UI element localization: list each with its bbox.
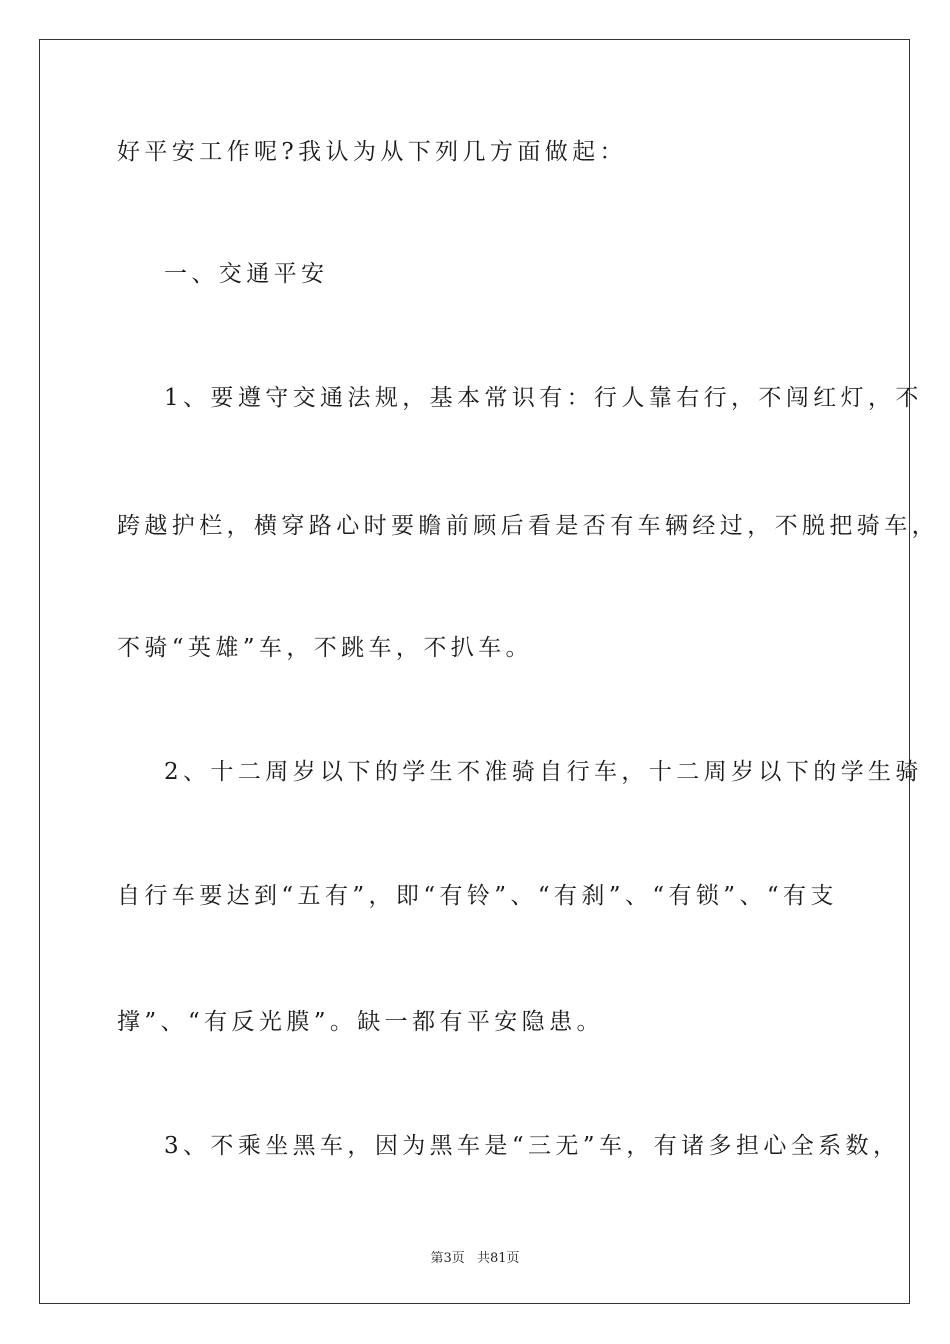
body-text-line: 不骑“英雄”车，不跳车，不扒车。 bbox=[117, 635, 533, 661]
body-text-line: 2、十二周岁以下的学生不准骑自行车，十二周岁以下的学生骑 bbox=[164, 759, 923, 785]
body-text-line: 自行车要达到“五有”，即“有铃”、“有刹”、“有锁”、“有支 bbox=[117, 883, 838, 909]
total-pages: 共81页 bbox=[476, 1251, 520, 1266]
body-text-line: 3、不乘坐黑车，因为黑车是“三无”车，有诸多担心全系数， bbox=[164, 1133, 901, 1159]
body-text-line: 跨越护栏，横穿路心时要瞻前顾后看是否有车辆经过，不脱把骑车， bbox=[117, 513, 939, 539]
section-heading: 一、交通平安 bbox=[164, 261, 329, 287]
body-text-line: 撑”、“有反光膜”。缺一都有平安隐患。 bbox=[117, 1009, 604, 1035]
body-text-line: 1、要遵守交通法规，基本常识有：行人靠右行，不闯红灯，不 bbox=[164, 385, 923, 411]
page-border bbox=[39, 39, 910, 1304]
body-text-line: 好平安工作呢?我认为从下列几方面做起： bbox=[117, 139, 627, 165]
page-number: 第3页 bbox=[430, 1251, 465, 1266]
page-footer bbox=[0, 1247, 950, 1266]
